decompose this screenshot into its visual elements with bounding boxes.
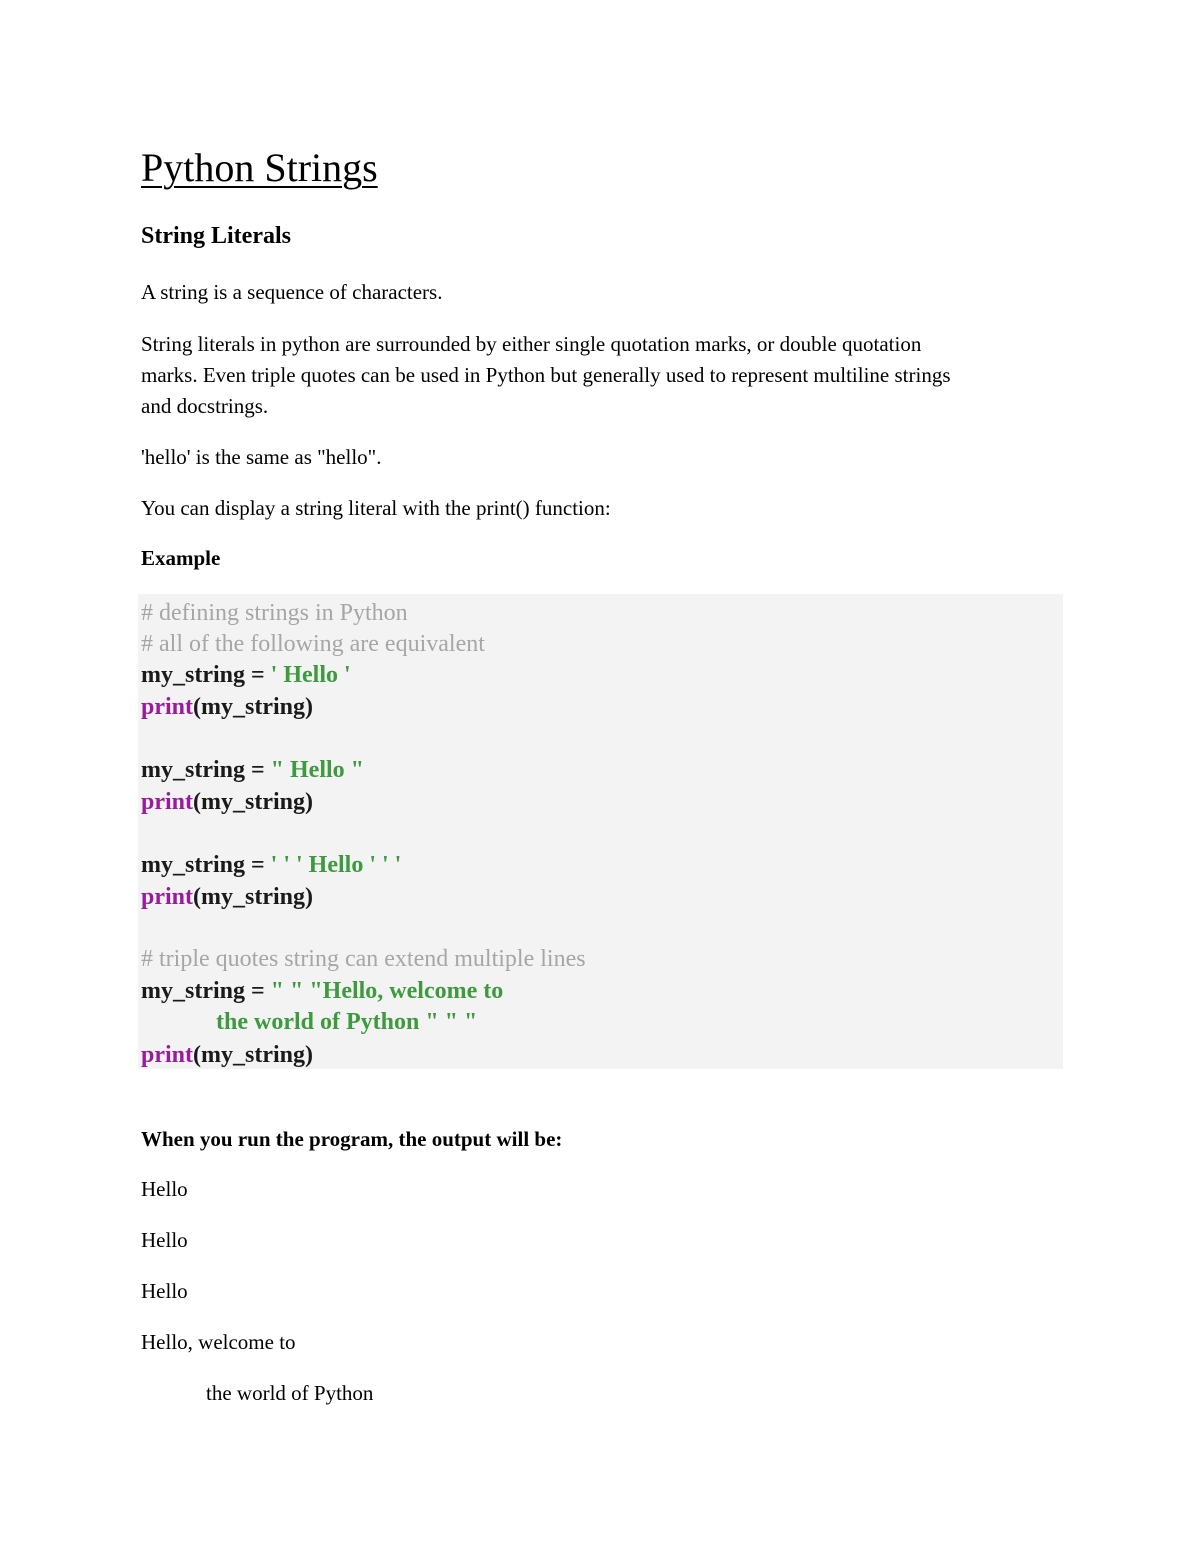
code-keyword: print [141, 884, 194, 910]
output-line: Hello [141, 1228, 188, 1252]
code-line-assign [141, 754, 364, 786]
paragraph-definition: A string is a sequence of characters. [141, 280, 443, 304]
code-string: ' Hello ' [270, 662, 351, 688]
code-variable: my_string = [141, 757, 271, 783]
code-line-print [141, 881, 313, 913]
code-line-print [141, 786, 313, 818]
code-string: ' ' ' Hello ' ' ' [270, 852, 402, 878]
code-line-print [141, 691, 313, 723]
output-label: When you run the program, the output will be: [141, 1127, 563, 1151]
code-string: " " "Hello, welcome to [270, 978, 504, 1004]
example-label: Example [141, 546, 221, 570]
section-heading: String Literals [141, 223, 291, 249]
code-args: (my_string) [193, 1042, 313, 1068]
code-comment: # triple quotes string can extend multiple lines [141, 946, 586, 972]
output-line: Hello [141, 1279, 188, 1303]
output-line: Hello, welcome to [141, 1330, 296, 1354]
code-comment: # all of the following are equivalent [141, 631, 485, 657]
code-keyword: print [141, 1042, 194, 1068]
code-variable: my_string = [141, 662, 271, 688]
output-line: the world of Python [206, 1381, 374, 1405]
code-line-continuation [216, 1006, 477, 1038]
code-line-assign [141, 975, 503, 1007]
output-line: Hello [141, 1177, 188, 1201]
paragraph-literals-line2: marks. Even triple quotes can be used in Python but generally used to represent multiline strings [141, 363, 951, 387]
code-string: " Hello " [270, 757, 364, 783]
code-string: the world of Python " " " [216, 1009, 478, 1035]
page-title: Python Strings [141, 145, 378, 190]
code-line-assign [141, 849, 401, 881]
code-keyword: print [141, 789, 194, 815]
code-args: (my_string) [193, 884, 313, 910]
code-line-assign [141, 659, 351, 691]
code-args: (my_string) [193, 694, 313, 720]
code-keyword: print [141, 694, 194, 720]
code-args: (my_string) [193, 789, 313, 815]
code-line-print [141, 1039, 313, 1071]
code-variable: my_string = [141, 978, 271, 1004]
paragraph-literals-line3: and docstrings. [141, 394, 269, 418]
paragraph-literals-line1: String literals in python are surrounded by either single quotation marks, or double quotation [141, 332, 922, 356]
paragraph-equivalence: 'hello' is the same as "hello". [141, 445, 382, 469]
code-variable: my_string = [141, 852, 271, 878]
paragraph-print-intro: You can display a string literal with the print() function: [141, 496, 611, 520]
code-comment: # defining strings in Python [141, 600, 408, 626]
